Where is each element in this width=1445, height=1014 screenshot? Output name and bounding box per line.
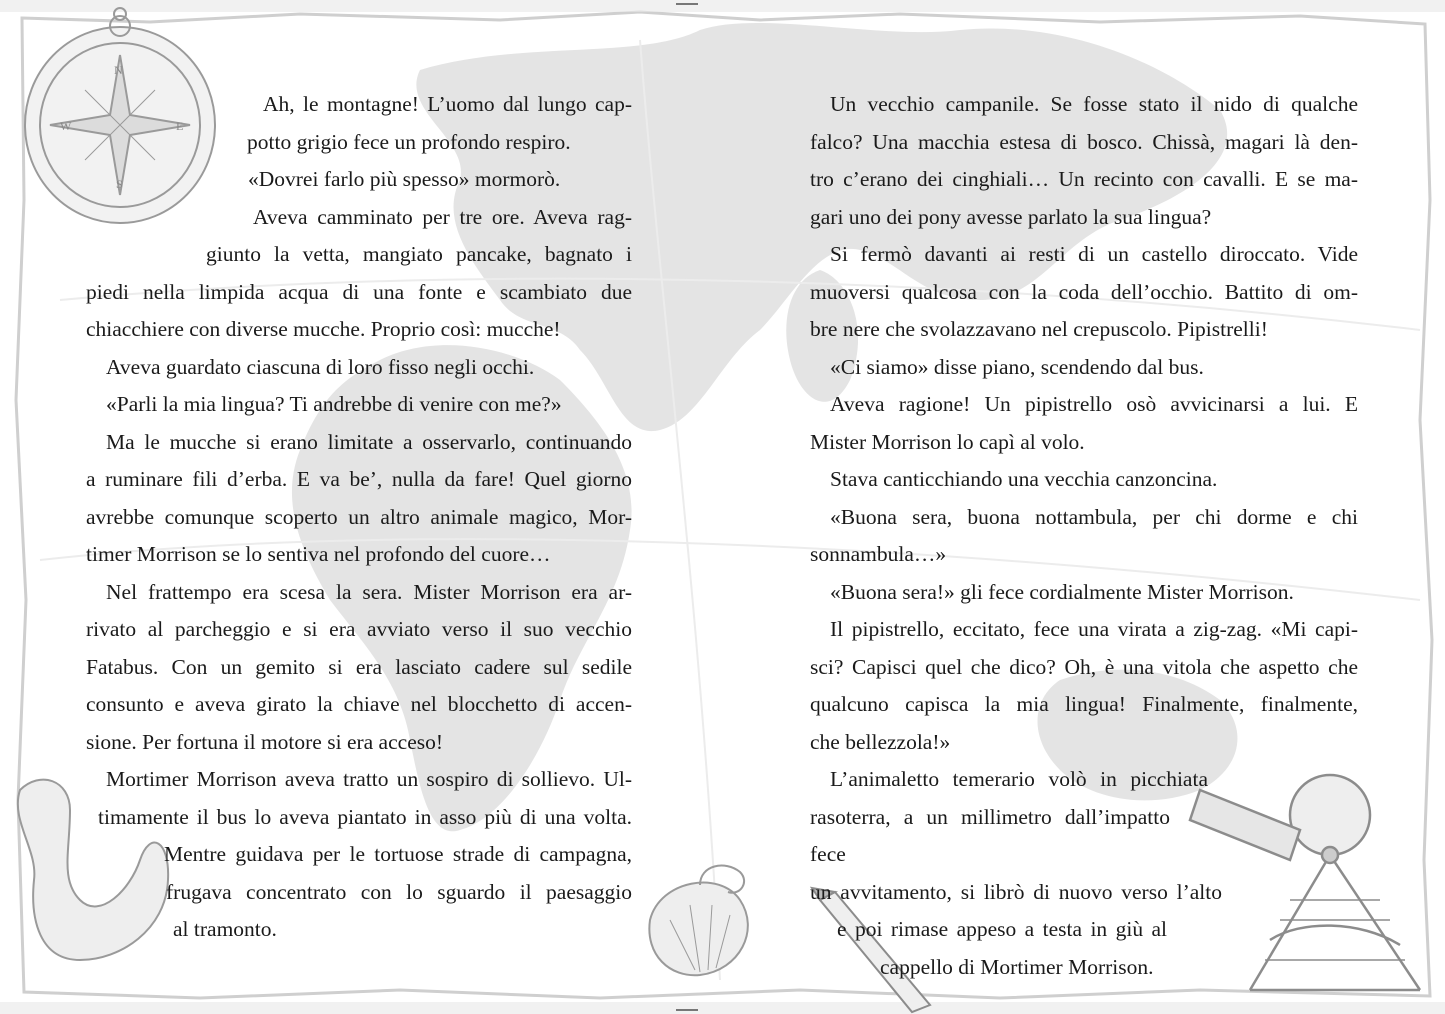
- compass-west: W: [60, 119, 72, 133]
- text-line: muoversi qualcosa con la coda dell’occhio. Battito di om-: [810, 279, 1358, 304]
- text-line: L’animaletto temerario volò in picchiata: [830, 767, 1208, 791]
- text-line: «Buona sera!» gli fece cordialmente Mister Morrison.: [830, 579, 1294, 604]
- text-line: Nel frattempo era scesa la sera. Mister Morrison era ar-: [106, 579, 632, 604]
- text-line: Mister Morrison lo capì al volo.: [810, 429, 1085, 454]
- text-line: gari uno dei pony avesse parlato la sua lingua?: [810, 204, 1212, 229]
- text-line: Aveva camminato per tre ore. Aveva rag-: [253, 204, 632, 229]
- text-line: Ma le mucche si erano limitate a osservarlo, continuando: [106, 429, 632, 454]
- text-line: «Dovrei farlo più spesso» mormorò.: [248, 167, 561, 191]
- text-line: rasoterra, a un millimetro dall’impatto fece: [810, 804, 1170, 866]
- left-page-text: [86, 86, 632, 949]
- text-line: sonnambula…»: [810, 542, 947, 566]
- text-line: giunto la vetta, mangiato pancake, bagnato i: [206, 242, 632, 266]
- text-line: Fatabus. Con un gemito si era lasciato cadere sul sedile: [86, 654, 632, 679]
- text-line: a ruminare fili d’erba. E va be’, nulla da fare! Quel giorno: [86, 467, 632, 491]
- text-line: Aveva ragione! Un pipistrello osò avvicinarsi a lui. E: [830, 392, 1358, 416]
- text-line: «Parli la mia lingua? Ti andrebbe di venire con me?»: [106, 392, 562, 416]
- text-line: consunto e aveva girato la chiave nel blocchetto di accen-: [86, 692, 632, 716]
- text-line: avrebbe comunque scoperto un altro animale magico, Mor-: [86, 504, 632, 529]
- text-line: al tramonto.: [173, 917, 277, 941]
- text-line: «Buona sera, buona nottambula, per chi dorme e chi: [830, 504, 1358, 529]
- compass-east: E: [176, 119, 184, 133]
- bottom-edge: [0, 1002, 1445, 1014]
- text-line: Ah, le montagne! L’uomo dal lungo cap-: [263, 92, 632, 116]
- text-line: sione. Per fortuna il motore si era acceso!: [86, 729, 444, 754]
- shell-illustration: [649, 866, 747, 976]
- text-line: bre nere che svolazzavano nel crepuscolo. Pipistrelli!: [810, 317, 1268, 341]
- text-line: piedi nella limpida acqua di una fonte e scambiato due: [86, 279, 632, 304]
- text-line: e poi rimase appeso a testa in giù al: [837, 917, 1167, 941]
- text-line: Aveva guardato ciascuna di loro fisso negli occhi.: [106, 354, 535, 379]
- text-line: Stava canticchiando una vecchia canzoncina.: [830, 467, 1218, 491]
- text-line: tro c’erano dei cinghiali… Un recinto con cavalli. E se ma-: [810, 167, 1358, 191]
- text-line: Un vecchio campanile. Se fosse stato il nido di qualche: [830, 92, 1358, 116]
- text-line: chiacchiere con diverse mucche. Proprio così: mucche!: [86, 317, 561, 341]
- text-line: falco? Una macchia estesa di bosco. Chissà, magari là den-: [810, 129, 1358, 154]
- text-line: potto grigio fece un profondo respiro.: [247, 129, 571, 154]
- text-line: qualcuno capisca la mia lingua! Finalmente, finalmente,: [810, 692, 1358, 716]
- text-line: che bellezzola!»: [810, 729, 951, 754]
- compass-south: S: [116, 177, 123, 191]
- text-line: Mortimer Morrison aveva tratto un sospiro di sollievo. Ul-: [106, 767, 632, 791]
- text-line: sci? Capisci quel che dico? Oh, è una vitola che aspetto che: [810, 654, 1358, 679]
- right-page-text: [810, 86, 1358, 986]
- text-line: Si fermò davanti ai resti di un castello diroccato. Vide: [830, 242, 1358, 266]
- text-line: timamente il bus lo aveva piantato in asso più di una volta.: [98, 804, 632, 829]
- text-line: Mentre guidava per le tortuose strade di campagna,: [164, 842, 632, 866]
- text-line: Il pipistrello, eccitato, fece una virata a zig-zag. «Mi capi-: [830, 617, 1358, 641]
- text-line: rivato al parcheggio e si era avviato verso il suo vecchio: [86, 617, 632, 641]
- top-edge: [0, 0, 1445, 12]
- text-line: timer Morrison se lo sentiva nel profondo del cuore…: [86, 542, 551, 566]
- text-line: un avvitamento, si librò di nuovo verso l’alto: [810, 879, 1222, 904]
- text-line: frugava concentrato con lo sguardo il paesaggio: [166, 879, 632, 904]
- text-line: cappello di Mortimer Morrison.: [880, 954, 1154, 979]
- text-line: «Ci siamo» disse piano, scendendo dal bus.: [830, 354, 1204, 379]
- compass-north: N: [114, 63, 123, 77]
